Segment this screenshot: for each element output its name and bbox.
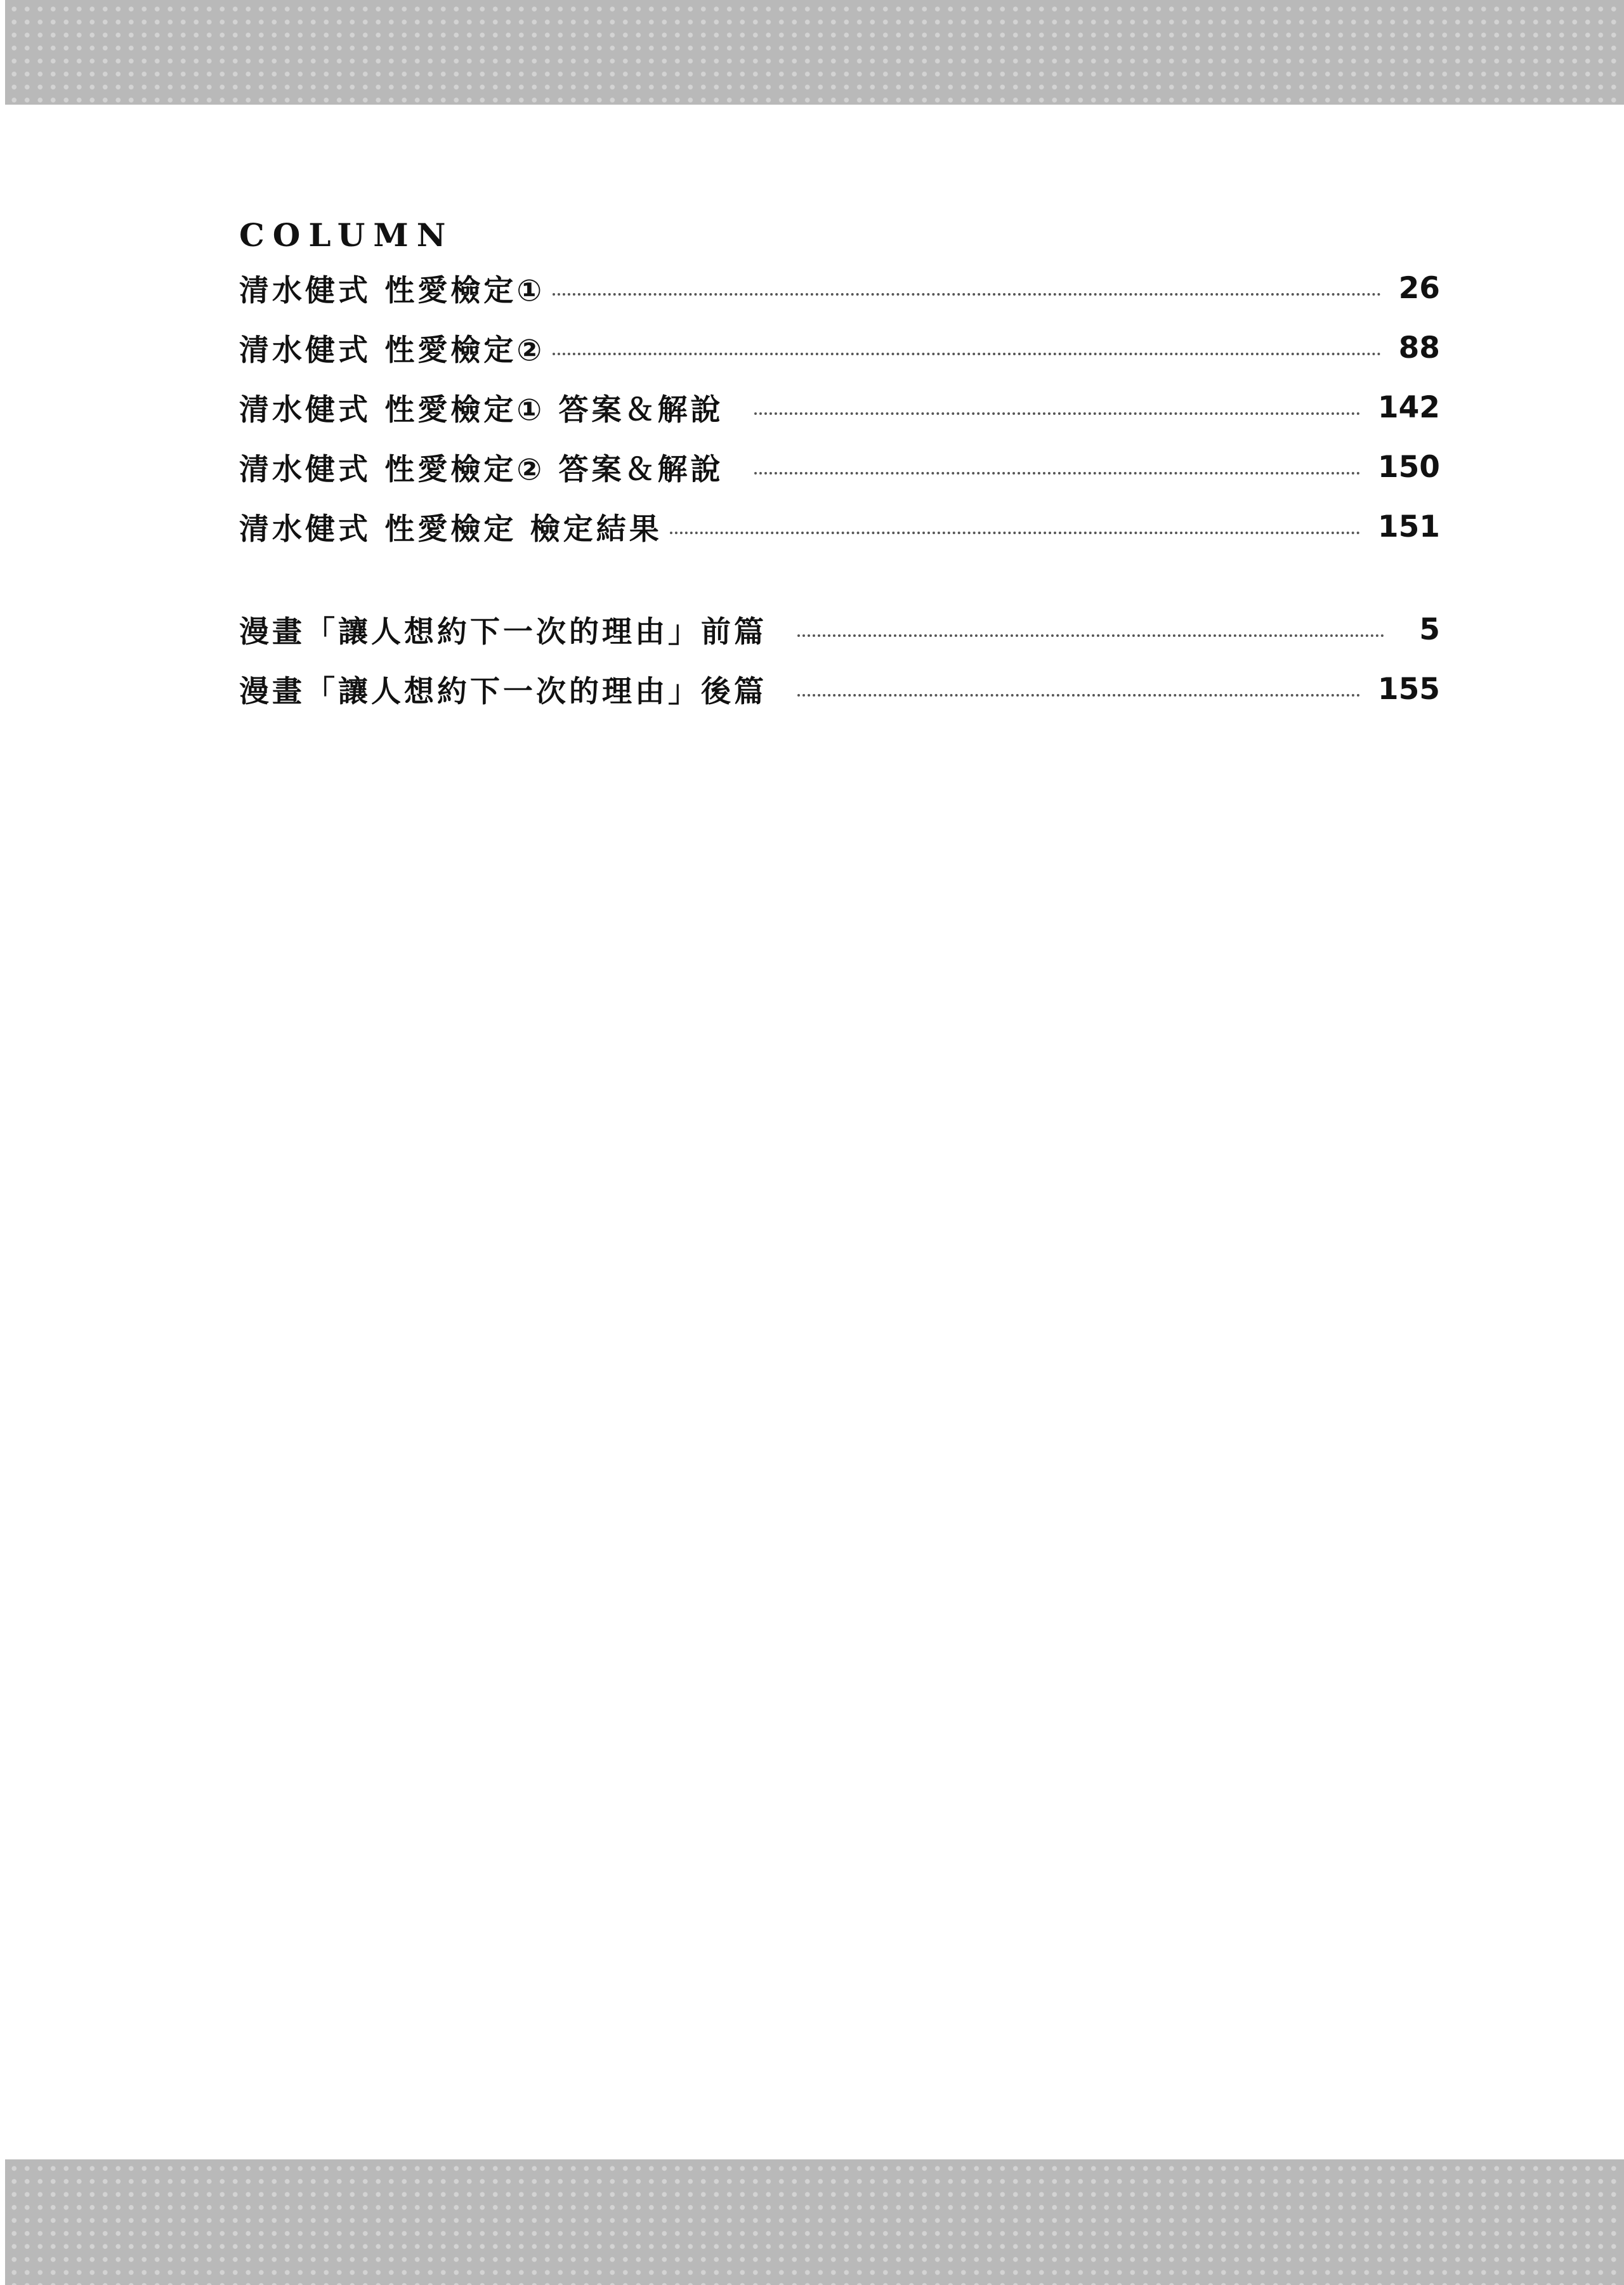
toc-entry-title: 漫畫「讓人想約下一次的理由」後篇 [239,674,767,709]
dot-leader [754,472,1360,475]
toc-entry-page: 155 [1377,671,1440,707]
toc-entry[interactable] [239,437,1440,497]
manga-entries [239,599,1440,719]
toc-entry-page: 151 [1377,509,1440,544]
toc-entry-title: 清水健式 性愛檢定② 答案＆解說 [239,452,724,487]
toc-entry[interactable] [239,659,1440,719]
dot-leader [553,353,1380,355]
column-entries [239,258,1440,556]
toc-entry-title: 清水健式 性愛檢定② [239,332,546,368]
toc-entry[interactable] [239,377,1440,437]
dot-leader [797,694,1360,697]
toc-entry[interactable] [239,258,1440,318]
dot-leader [754,412,1360,415]
table-of-contents [239,213,1440,719]
toc-entry-page: 150 [1377,449,1440,485]
toc-entry-title: 清水健式 性愛檢定① [239,273,546,308]
dot-leader [670,532,1360,534]
toc-entry-page: 5 [1419,612,1440,647]
toc-entry-title: 漫畫「讓人想約下一次的理由」前篇 [239,614,767,650]
section-heading: COLUMN [239,216,454,254]
bottom-dotted-band [5,2159,1624,2285]
dot-leader [553,293,1380,296]
toc-entry-title: 清水健式 性愛檢定 檢定結果 [239,511,662,547]
dot-leader [797,634,1384,637]
toc-entry-page: 26 [1398,270,1440,306]
top-dotted-band [5,0,1624,105]
toc-entry[interactable] [239,318,1440,377]
toc-entry-page: 88 [1398,330,1440,365]
toc-entry[interactable] [239,599,1440,659]
toc-entry-page: 142 [1377,390,1440,425]
toc-entry[interactable] [239,497,1440,556]
toc-entry-title: 清水健式 性愛檢定① 答案＆解說 [239,392,724,428]
